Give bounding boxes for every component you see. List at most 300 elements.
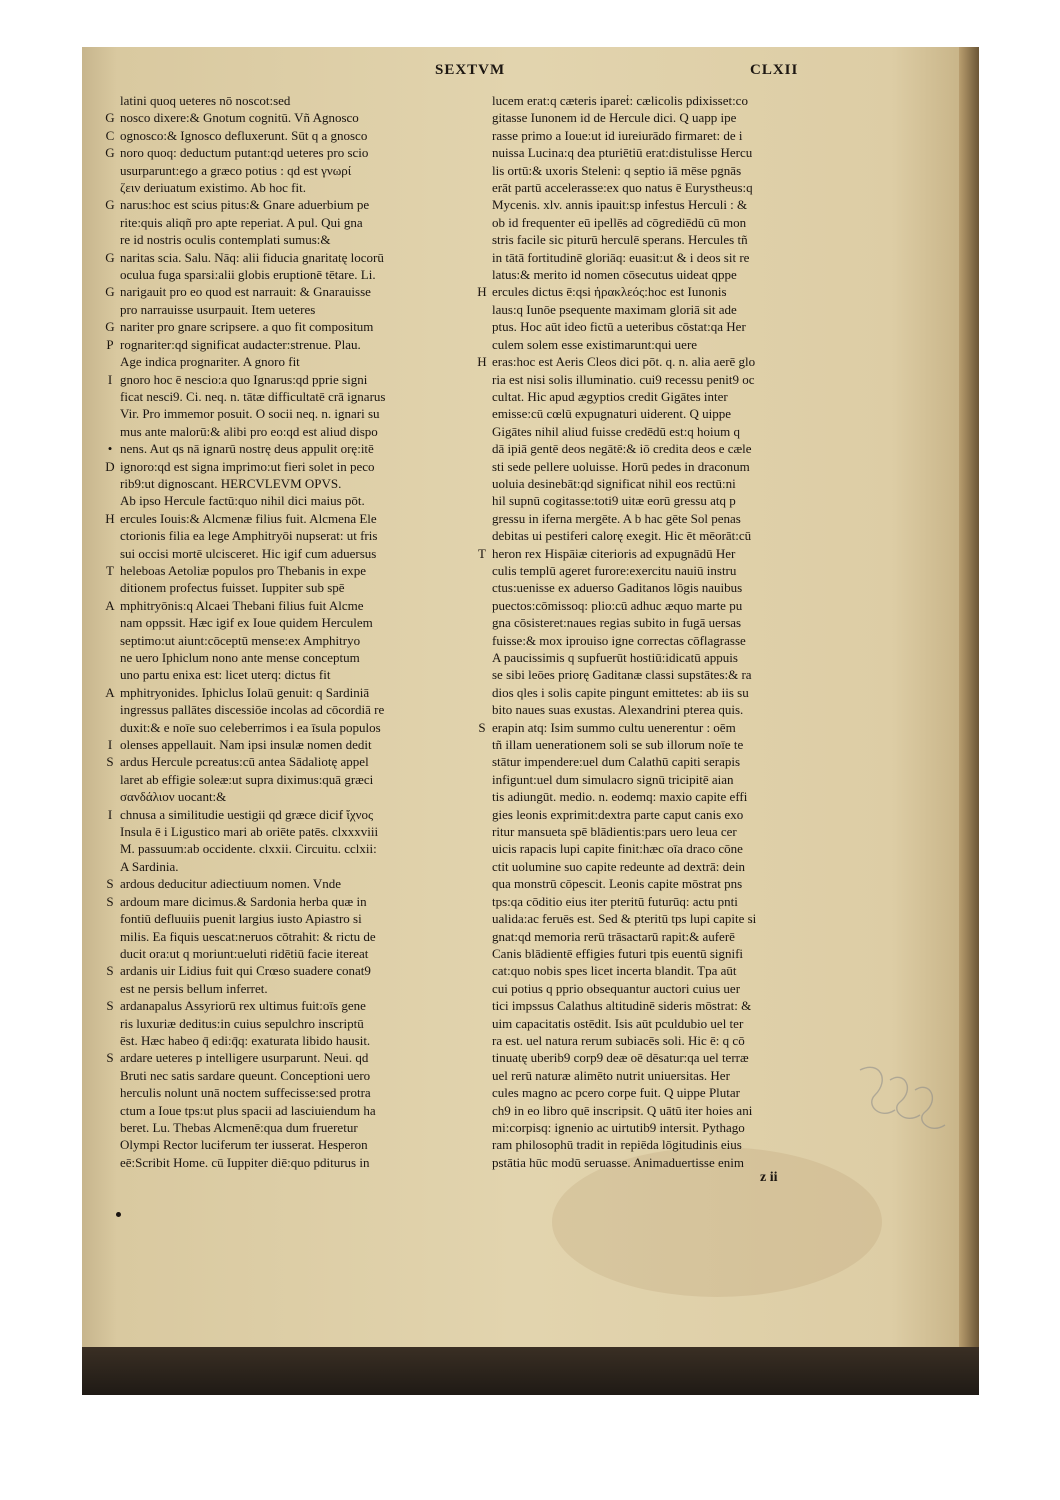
text-line bbox=[100, 701, 472, 718]
line-text: erapin atq: Isim summo cultu uenerentur : oēm bbox=[492, 719, 736, 735]
left-text-column bbox=[100, 92, 472, 1171]
line-initial bbox=[472, 301, 492, 318]
line-text: rasse primo a Ioue:ut id iureiurādo firmaret: de i bbox=[492, 127, 743, 143]
line-text: ognosco:& Ignosco defluxerunt. Sūt q a gnosco bbox=[120, 127, 368, 143]
text-line bbox=[472, 945, 827, 962]
line-text: tinuatę uberib9 corp9 deæ oē dēsatur:qa uel terræ bbox=[492, 1050, 749, 1066]
line-text: mi:corpisq: ignenio ac uirtutib9 intersit. Pythago bbox=[492, 1119, 745, 1135]
text-line bbox=[472, 266, 827, 283]
line-text: rib9:ut dignoscant. HERCVLEVM OPVS. bbox=[120, 475, 342, 491]
line-initial bbox=[472, 684, 492, 701]
line-initial bbox=[472, 336, 492, 353]
text-line bbox=[472, 562, 827, 579]
text-line bbox=[472, 684, 827, 701]
text-line bbox=[472, 910, 827, 927]
line-initial bbox=[100, 945, 120, 962]
line-initial bbox=[472, 162, 492, 179]
text-line bbox=[100, 388, 472, 405]
line-text: A paucissimis q supfuerūt hostiū:idicatū appuis bbox=[492, 650, 738, 665]
text-line bbox=[100, 788, 472, 805]
line-text: cat:quo nobis spes licet incerta blandit. Tpa aūt bbox=[492, 963, 737, 979]
line-text: ardous deducitur adiectiuum nomen. Vnde bbox=[120, 876, 342, 892]
text-line bbox=[472, 962, 827, 979]
line-initial bbox=[472, 144, 492, 161]
line-initial bbox=[100, 92, 120, 109]
text-line bbox=[472, 162, 827, 179]
text-line bbox=[472, 771, 827, 788]
line-text: Insula ē i Ligustico mari ab oriēte patēs. clxxxviii bbox=[120, 824, 379, 840]
text-line bbox=[472, 1102, 827, 1119]
text-line bbox=[472, 249, 827, 266]
line-text: ercules dictus ē:qsi ἡρακλεός:hoc est Iunonis bbox=[492, 284, 727, 300]
line-text: ingressus pallātes discessiōe incolas ad cōcordiā re bbox=[120, 702, 385, 718]
text-line bbox=[472, 875, 827, 892]
line-text: tis adiungūt. medio. n. eodemq: maxio capite effi bbox=[492, 789, 748, 805]
line-initial bbox=[472, 1136, 492, 1153]
folio-number: CLXII bbox=[750, 62, 799, 78]
line-text: tici impssus Calathus altitudinē sideris mōstrat: & bbox=[492, 998, 752, 1014]
line-initial bbox=[100, 1136, 120, 1153]
line-initial bbox=[100, 910, 120, 927]
line-initial bbox=[100, 179, 120, 196]
text-line bbox=[100, 1119, 472, 1136]
line-text: Vir. Pro immemor posuit. O socii neq. n. ignari su bbox=[120, 406, 380, 422]
line-initial bbox=[100, 405, 120, 422]
line-text: ram philosophū tradit in repiēda lōgitudinis eius bbox=[492, 1137, 742, 1153]
line-initial bbox=[472, 1049, 492, 1066]
line-initial bbox=[100, 492, 120, 509]
text-line bbox=[100, 649, 472, 666]
line-initial bbox=[472, 579, 492, 596]
text-line bbox=[100, 249, 472, 266]
text-line bbox=[472, 423, 827, 440]
line-initial bbox=[100, 788, 120, 805]
line-text: gnoro hoc ē nescio:a quo Ignarus:qd pprie signi bbox=[120, 371, 368, 387]
text-line bbox=[100, 109, 472, 126]
line-text: herculis nolunt unā noctem suffecisse:sed protra bbox=[120, 1085, 371, 1101]
line-text: ris luxuriæ deditus:in cuius sepulchro inscriptū bbox=[120, 1015, 364, 1031]
text-line bbox=[100, 144, 472, 161]
line-text: ctit uolumine suo capite redeunte ad dextrā: dein bbox=[492, 858, 746, 874]
text-line bbox=[472, 283, 827, 300]
line-initial bbox=[472, 458, 492, 475]
line-initial bbox=[100, 214, 120, 231]
line-initial bbox=[472, 649, 492, 666]
text-line bbox=[472, 736, 827, 753]
text-line bbox=[472, 1119, 827, 1136]
line-text: Canis blādientē effigies futuri tpis euentū signifi bbox=[492, 945, 744, 961]
line-initial bbox=[100, 840, 120, 857]
text-line bbox=[100, 318, 472, 335]
line-text: ritur mansueta spē blādientis:pars uero leua cer bbox=[492, 824, 737, 840]
line-text: ch9 in eo libro quē inscripsit. Q uātū iter hoies ani bbox=[492, 1102, 753, 1118]
text-line bbox=[472, 458, 827, 475]
line-initial bbox=[472, 980, 492, 997]
line-initial bbox=[472, 475, 492, 492]
text-line bbox=[100, 980, 472, 997]
margin-bullet bbox=[116, 1212, 121, 1217]
text-line bbox=[472, 388, 827, 405]
text-line bbox=[100, 336, 472, 353]
line-initial bbox=[100, 1102, 120, 1119]
line-initial bbox=[100, 162, 120, 179]
text-line bbox=[100, 92, 472, 109]
line-text: nuissa Lucina:q dea pturiētiū erat:distulisse Hercu bbox=[492, 145, 753, 161]
text-line bbox=[472, 928, 827, 945]
line-text: ardanis uir Lidius fuit qui Crœso suadere conat9 bbox=[120, 963, 371, 979]
line-text: milis. Ea fiquis uescat:neruos cōtrahit: & rictu de bbox=[120, 928, 376, 944]
text-line bbox=[472, 823, 827, 840]
line-initial: S bbox=[106, 1050, 114, 1066]
text-line bbox=[472, 597, 827, 614]
text-line bbox=[100, 962, 472, 979]
line-text: ptus. Hoc aūt ideo fictū a ueteribus cōstat:qa Her bbox=[492, 319, 746, 335]
line-initial bbox=[472, 492, 492, 509]
line-text: rognariter:qd significat audacter:strenue. Plau. bbox=[120, 336, 361, 352]
line-initial: S bbox=[106, 893, 114, 909]
text-line bbox=[100, 492, 472, 509]
text-line bbox=[100, 597, 472, 614]
text-line bbox=[100, 510, 472, 527]
text-line bbox=[100, 1067, 472, 1084]
text-line bbox=[100, 1136, 472, 1153]
line-text: ctum a Ioue tps:ut plus spacii ad lasciuiendum ha bbox=[120, 1102, 376, 1118]
text-line bbox=[100, 214, 472, 231]
line-text: olenses appellauit. Nam ipsi insulæ nomen dedit bbox=[120, 737, 372, 753]
line-text: pro narrauisse usurpauit. Item ueteres bbox=[120, 301, 316, 317]
line-initial bbox=[472, 388, 492, 405]
page-edge-shadow bbox=[959, 47, 979, 1347]
line-text: oculua fuga sparsi:alii globis eruptionē tētare. Li. bbox=[120, 267, 376, 283]
line-initial bbox=[472, 127, 492, 144]
text-line bbox=[100, 458, 472, 475]
line-initial: H bbox=[477, 354, 487, 370]
line-text: ardanapalus Assyriorū rex ultimus fuit:oīs gene bbox=[120, 998, 366, 1014]
text-line bbox=[472, 405, 827, 422]
line-text: hil supnū cogitasse:toti9 uitæ eorū gressu atq p bbox=[492, 493, 736, 509]
line-text: gressu in iferna mergēte. A b hac gēte Sol penas bbox=[492, 510, 741, 526]
line-initial bbox=[100, 614, 120, 631]
line-initial bbox=[472, 997, 492, 1014]
text-line bbox=[100, 527, 472, 544]
line-initial bbox=[100, 423, 120, 440]
text-line bbox=[472, 753, 827, 770]
line-initial bbox=[472, 875, 492, 892]
text-line bbox=[472, 231, 827, 248]
text-line bbox=[100, 736, 472, 753]
text-line bbox=[100, 1015, 472, 1032]
line-initial bbox=[472, 249, 492, 266]
line-initial bbox=[472, 788, 492, 805]
line-initial bbox=[472, 632, 492, 649]
line-initial bbox=[472, 1154, 492, 1171]
text-line bbox=[472, 371, 827, 388]
line-text: nam oppssit. Hæc igif ex Ioue quidem Herculem bbox=[120, 615, 373, 631]
line-text: septimo:ut aiunt:cōceptū mense:ex Amphitryo bbox=[120, 632, 361, 648]
text-line bbox=[472, 719, 827, 736]
line-text: uicis rapacis lupi capite finit:hæc oīa draco cōne bbox=[492, 841, 743, 857]
line-initial bbox=[472, 371, 492, 388]
line-text: ignoro:qd est signa imprimo:ut fieri solet in peco bbox=[120, 458, 375, 474]
line-text: naritas scia. Salu. Nāq: alii fiducia gnaritatę locorū bbox=[120, 249, 384, 265]
line-initial: G bbox=[105, 319, 115, 335]
line-text: ctorionis filia ea lege Amphitryōi nupserat: ut fris bbox=[120, 528, 378, 544]
line-initial bbox=[100, 771, 120, 788]
text-line bbox=[472, 336, 827, 353]
text-line bbox=[100, 684, 472, 701]
line-initial bbox=[472, 562, 492, 579]
line-text: mphitryonides. Iphiclus Iolaū genuit: q Sardiniā bbox=[120, 684, 370, 700]
line-text: ficat nesci9. Ci. neq. n. tātæ difficultatē crā ignarus bbox=[120, 388, 386, 404]
line-text: noro quoq: deductum putant:qd ueteres pro scio bbox=[120, 145, 369, 161]
line-initial: I bbox=[107, 737, 113, 753]
line-text: Bruti nec satis sardare queunt. Conceptioni uero bbox=[120, 1067, 371, 1083]
line-text: mus ante malorū:& alibi pro eo:qd est aliud dispo bbox=[120, 423, 378, 439]
page-bottom-shadow bbox=[82, 1347, 979, 1395]
text-line bbox=[472, 1049, 827, 1066]
line-initial bbox=[100, 858, 120, 875]
line-text: uno partu enixa est: licet uterq: dictus fit bbox=[120, 667, 331, 683]
line-initial bbox=[472, 196, 492, 213]
line-text: duxit:& e noīe suo celeberrimos i ea īsula populos bbox=[120, 719, 381, 735]
text-line bbox=[472, 109, 827, 126]
line-text: chnusa a similitudie uestigii qd græce dicif ἴχνος bbox=[120, 806, 374, 822]
line-text: Age indica prognariter. A gnoro fit bbox=[120, 354, 300, 370]
text-line bbox=[100, 753, 472, 770]
signature-mark: z ii bbox=[760, 1170, 778, 1185]
text-line bbox=[100, 423, 472, 440]
line-initial bbox=[472, 945, 492, 962]
line-initial bbox=[100, 353, 120, 370]
line-initial bbox=[472, 1084, 492, 1101]
line-text: fontiū defluuiis puenit largius iusto Apiastro si bbox=[120, 911, 362, 927]
text-line bbox=[100, 475, 472, 492]
text-line bbox=[100, 858, 472, 875]
line-text: Olympi Rector luciferum ter iusserat. Hesperon bbox=[120, 1137, 368, 1153]
line-initial bbox=[100, 823, 120, 840]
line-initial bbox=[472, 1015, 492, 1032]
line-text: nosco dixere:& Gnotum cognitū. Vñ Agnosco bbox=[120, 110, 359, 126]
line-text: uel rerū naturæ alimēto nutrit uniuersitas. Her bbox=[492, 1067, 730, 1083]
text-line bbox=[100, 719, 472, 736]
text-line bbox=[100, 301, 472, 318]
line-initial bbox=[472, 701, 492, 718]
line-text: heleboas Aetoliæ populos pro Thebanis in expe bbox=[120, 562, 366, 578]
line-initial bbox=[472, 1067, 492, 1084]
line-text: stris facile sic piturū herculē sperans. Hercules tñ bbox=[492, 232, 748, 248]
text-line bbox=[472, 1084, 827, 1101]
line-initial bbox=[100, 1154, 120, 1171]
line-initial: S bbox=[478, 719, 486, 735]
line-initial bbox=[472, 405, 492, 422]
line-text: cules magno ac pcero corpe fuit. Q uippe Plutar bbox=[492, 1085, 740, 1101]
text-line bbox=[472, 579, 827, 596]
line-text: in tātā fortitudinē gloriāq: euasit:ut & i deos sit re bbox=[492, 249, 750, 265]
line-initial bbox=[472, 893, 492, 910]
text-line bbox=[472, 1032, 827, 1049]
text-line bbox=[100, 910, 472, 927]
text-line bbox=[100, 353, 472, 370]
line-text: narus:hoc est scius pitus:& Gnare aduerbium pe bbox=[120, 197, 370, 213]
text-line bbox=[472, 858, 827, 875]
line-initial bbox=[100, 1084, 120, 1101]
text-line bbox=[472, 196, 827, 213]
text-line bbox=[472, 632, 827, 649]
line-initial bbox=[472, 214, 492, 231]
line-text: nariter pro gnare scripsere. a quo fit compositum bbox=[120, 319, 374, 335]
line-text: gies leonis exprimit:dextra parte caput canis exo bbox=[492, 806, 744, 822]
line-initial: S bbox=[106, 998, 114, 1014]
text-line bbox=[472, 840, 827, 857]
text-line bbox=[472, 492, 827, 509]
line-initial bbox=[472, 858, 492, 875]
line-text: cui potius q pprio obsequantur auctori cuius uer bbox=[492, 980, 741, 996]
text-line bbox=[472, 301, 827, 318]
line-text: bito naues suas exustas. Alexandrini pterea quis. bbox=[492, 702, 744, 718]
text-line bbox=[472, 1015, 827, 1032]
line-text: culis templū ageret furore:exercitu nauiū instru bbox=[492, 562, 737, 578]
line-text: sui occisi mortē ulcisceret. Hic igif cum aduersus bbox=[120, 545, 377, 561]
line-initial bbox=[100, 632, 120, 649]
text-line bbox=[472, 1154, 827, 1171]
line-initial bbox=[472, 510, 492, 527]
line-initial bbox=[100, 1015, 120, 1032]
line-text: ardare ueteres p intelligere usurparunt. Neui. qd bbox=[120, 1050, 369, 1066]
line-initial bbox=[100, 388, 120, 405]
line-text: latini quoq ueteres nō noscot:sed bbox=[120, 93, 291, 108]
line-initial bbox=[472, 614, 492, 631]
line-initial bbox=[100, 701, 120, 718]
line-text: ualida:ac feruēs est. Sed & pteritū tps lupi capite si bbox=[492, 911, 757, 927]
line-text: usurparunt:ego a græco potius : qd est γνωρί bbox=[120, 162, 352, 178]
line-initial: S bbox=[106, 876, 114, 892]
line-initial bbox=[100, 545, 120, 562]
line-text: emisse:cū cœlū expugnaturi uiderent. Q uippe bbox=[492, 406, 731, 422]
text-line bbox=[100, 266, 472, 283]
line-text: heron rex Hispāiæ citerioris ad expugnādū Her bbox=[492, 545, 736, 561]
text-line bbox=[100, 945, 472, 962]
line-initial: A bbox=[105, 597, 115, 613]
line-text: puectos:cōmissoq: plio:cū adhuc æquo marte pu bbox=[492, 597, 743, 613]
line-text: ēst. Hæc habeo q̄ edi:q̄q: exaturata libido hausit. bbox=[120, 1032, 371, 1048]
line-initial bbox=[472, 962, 492, 979]
line-text: ducit ora:ut q moriunt:ueluti ridētiū facie itereat bbox=[120, 945, 369, 961]
text-line bbox=[100, 928, 472, 945]
line-text: gitasse Iunonem id de Hercule dici. Q uapp ipe bbox=[492, 110, 737, 126]
line-initial: G bbox=[105, 145, 115, 161]
text-line bbox=[100, 440, 472, 457]
line-text: narigauit pro eo quod est narrauit: & Gnarauisse bbox=[120, 284, 371, 300]
line-initial bbox=[472, 527, 492, 544]
text-line bbox=[100, 840, 472, 857]
text-line bbox=[100, 806, 472, 823]
line-initial: T bbox=[478, 545, 486, 561]
line-initial bbox=[472, 753, 492, 770]
line-initial bbox=[100, 980, 120, 997]
text-line bbox=[100, 283, 472, 300]
text-line bbox=[100, 371, 472, 388]
line-text: ardus Hercule pcreatus:cū antea Sādaliotę appel bbox=[120, 754, 369, 770]
line-initial bbox=[472, 92, 492, 109]
line-text: eras:hoc est Aeris Cleos dici pōt. q. n. alia aerē glo bbox=[492, 354, 756, 370]
text-line bbox=[472, 127, 827, 144]
line-initial: G bbox=[105, 197, 115, 213]
line-text: mphitryōnis:q Alcaei Thebani filius fuit Alcme bbox=[120, 597, 364, 613]
line-text: rite:quis aliqñ pro apte reperiat. A pul. Qui gna bbox=[120, 214, 363, 230]
text-line bbox=[472, 649, 827, 666]
line-initial bbox=[472, 1119, 492, 1136]
text-line bbox=[472, 893, 827, 910]
line-text: σανδάλιον uocant:& bbox=[120, 789, 227, 805]
line-text: erāt partū accelerasse:ex quo natus ē Eurystheus:q bbox=[492, 180, 753, 196]
line-initial: • bbox=[107, 441, 113, 457]
text-line bbox=[472, 527, 827, 544]
line-initial: I bbox=[107, 371, 113, 387]
text-line bbox=[100, 162, 472, 179]
text-line bbox=[100, 127, 472, 144]
line-text: M. passuum:ab occidente. clxxii. Circuitu. cclxii: bbox=[120, 841, 377, 857]
line-initial: S bbox=[106, 754, 114, 770]
text-line bbox=[472, 980, 827, 997]
text-line bbox=[472, 701, 827, 718]
text-line bbox=[100, 1084, 472, 1101]
line-initial: C bbox=[105, 127, 115, 143]
line-initial bbox=[100, 666, 120, 683]
line-text: gna cōsisteret:naues regias subito in fugā uersas bbox=[492, 615, 742, 631]
line-initial bbox=[472, 179, 492, 196]
line-initial bbox=[472, 666, 492, 683]
text-line bbox=[100, 1102, 472, 1119]
line-text: lis ortū:& uxoris Steleni: q septio iā mēse pgnās bbox=[492, 162, 742, 178]
line-initial bbox=[472, 1102, 492, 1119]
line-text: ne uero Iphiclum nono ante mense conceptum bbox=[120, 650, 360, 665]
text-line bbox=[472, 353, 827, 370]
line-initial bbox=[100, 301, 120, 318]
line-initial bbox=[472, 266, 492, 283]
line-initial: A bbox=[105, 684, 115, 700]
line-initial: G bbox=[105, 249, 115, 265]
line-text: beret. Lu. Thebas Alcmenē:qua dum frueretur bbox=[120, 1119, 358, 1135]
line-initial: P bbox=[106, 336, 114, 352]
text-line bbox=[472, 318, 827, 335]
line-text: gnat:qd memoria rerū trāsactarū rapit:& auferē bbox=[492, 928, 735, 944]
text-line bbox=[100, 632, 472, 649]
line-initial bbox=[472, 440, 492, 457]
text-line bbox=[472, 806, 827, 823]
text-line bbox=[472, 614, 827, 631]
line-initial bbox=[100, 527, 120, 544]
line-initial: G bbox=[105, 284, 115, 300]
line-initial: I bbox=[107, 806, 113, 822]
line-text: ria est nisi solis illuminatio. cui9 recessu penit9 oc bbox=[492, 371, 755, 387]
text-line bbox=[472, 214, 827, 231]
line-initial bbox=[472, 771, 492, 788]
text-line bbox=[100, 614, 472, 631]
line-initial: S bbox=[106, 963, 114, 979]
line-text: laret ab effigie soleæ:ut supra diximus:quā græci bbox=[120, 771, 374, 787]
text-line bbox=[100, 893, 472, 910]
line-initial bbox=[100, 475, 120, 492]
text-line bbox=[100, 179, 472, 196]
text-line bbox=[100, 666, 472, 683]
line-initial bbox=[100, 719, 120, 736]
line-text: uoluia desinebāt:qd significat nihil eos rectū:ni bbox=[492, 475, 736, 491]
text-line bbox=[472, 144, 827, 161]
line-text: se sibi leōes priorę Gaditanæ classi supstātes:& ra bbox=[492, 667, 752, 683]
line-text: est ne persis bellum inferret. bbox=[120, 980, 268, 996]
text-line bbox=[472, 545, 827, 562]
line-text: culem solem esse existimarunt:qui uere bbox=[492, 336, 698, 352]
